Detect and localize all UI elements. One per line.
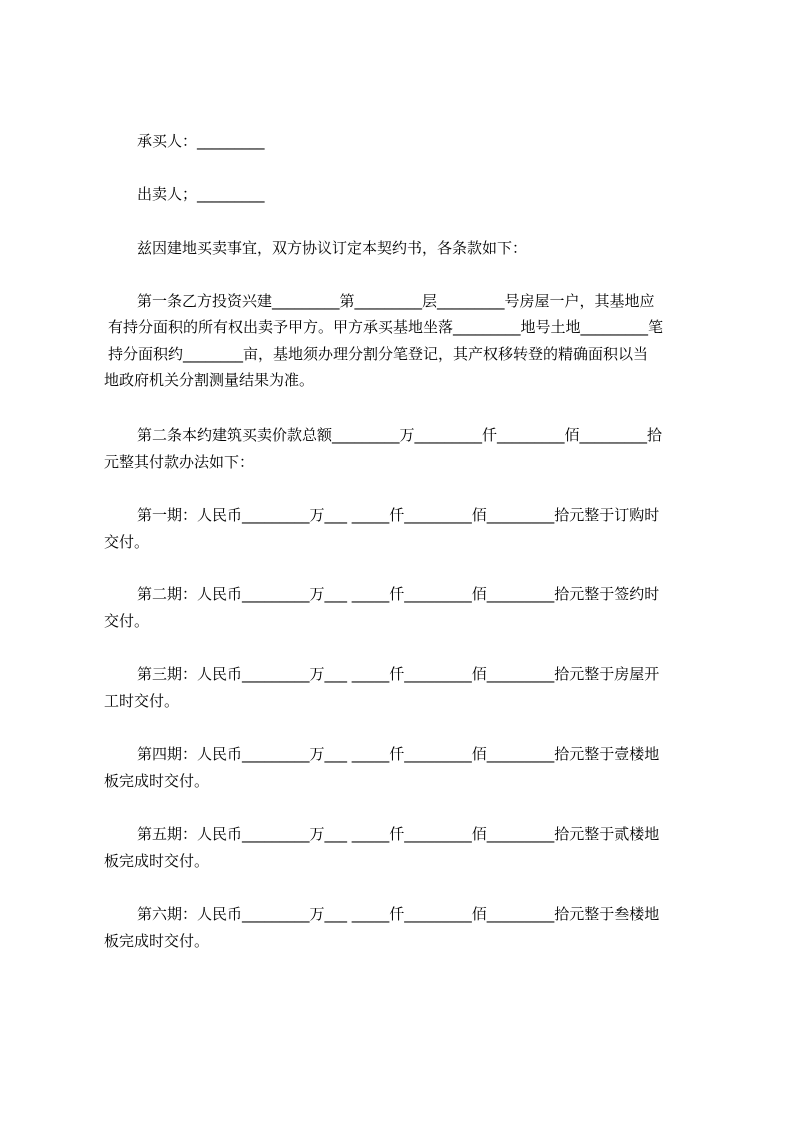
intro-line: 兹因建地买卖事宜，双方协议订定本契约书，各条款如下： xyxy=(137,239,528,257)
article-1-line-2: 有持分面积的所有权出卖予甲方。甲方承买基地坐落_________地号土地_________笔 xyxy=(108,318,664,336)
installment-1-line-2: 交付。 xyxy=(104,533,150,551)
installment-2-line-2: 交付。 xyxy=(104,612,150,630)
installment-1-line-1: 第一期：人民币_________万___ _____仟_________佰_________拾元整于订购时 xyxy=(137,506,660,524)
seller-line: 出卖人；_________ xyxy=(137,185,265,203)
buyer-line: 承买人：_________ xyxy=(137,132,265,150)
installment-5-line-1: 第五期：人民币_________万___ _____仟_________佰_________拾元整于贰楼地 xyxy=(137,825,660,843)
article-1-line-1: 第一条乙方投资兴建_________第_________层_________号房屋一户，其基地应 xyxy=(137,292,655,310)
installment-5-line-2: 板完成时交付。 xyxy=(104,852,210,870)
installment-6-line-1: 第六期：人民币_________万___ _____仟_________佰_________拾元整于叁楼地 xyxy=(137,905,660,923)
installment-6-line-2: 板完成时交付。 xyxy=(104,932,210,950)
article-2-line-1: 第二条本约建筑买卖价款总额_________万_________仟_________佰_________拾 xyxy=(137,426,663,444)
installment-3-line-1: 第三期：人民币_________万___ _____仟_________佰_________拾元整于房屋开 xyxy=(137,665,660,683)
installment-4-line-2: 板完成时交付。 xyxy=(104,772,210,790)
article-1-line-4: 地政府机关分割测量结果为准。 xyxy=(104,371,315,389)
article-1-line-3: 持分面积约________亩，基地须办理分割分笔登记，其产权移转登的精确面积以当 xyxy=(108,345,649,363)
installment-4-line-1: 第四期：人民币_________万___ _____仟_________佰_________拾元整于壹楼地 xyxy=(137,745,660,763)
installment-2-line-1: 第二期：人民币_________万___ _____仟_________佰_________拾元整于签约时 xyxy=(137,585,660,603)
installment-3-line-2: 工时交付。 xyxy=(104,692,180,710)
article-2-line-2: 元整其付款办法如下： xyxy=(104,453,255,471)
